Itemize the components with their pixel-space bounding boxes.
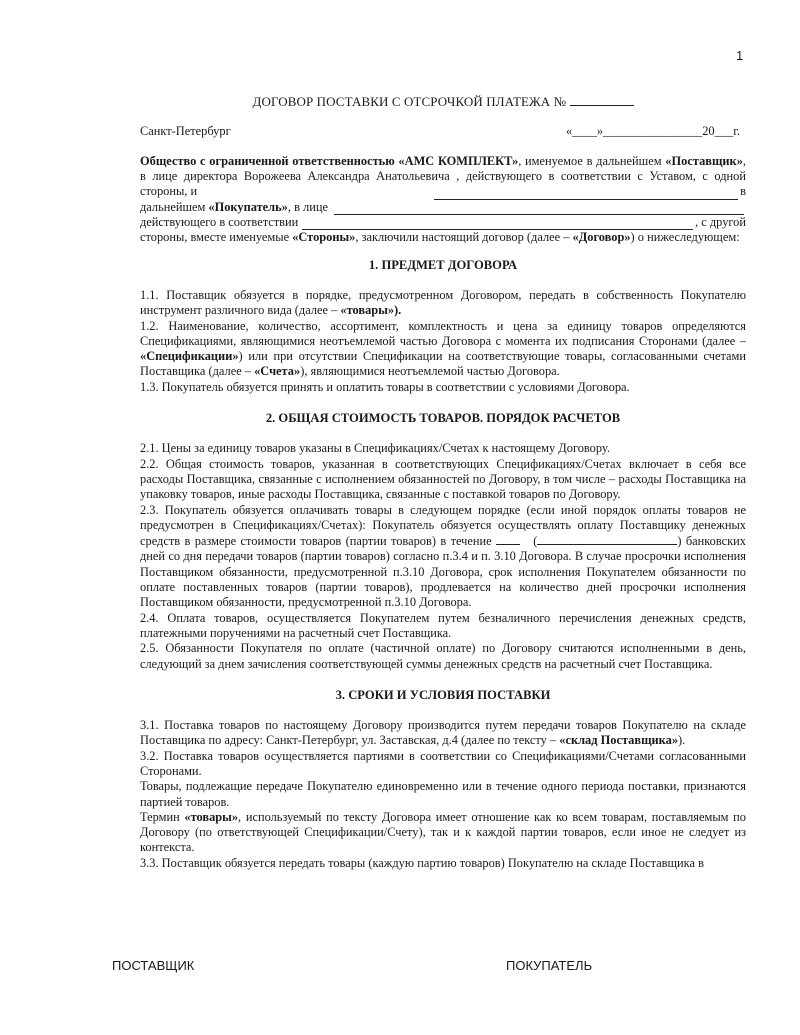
buyer-term: «Покупатель» bbox=[208, 199, 288, 214]
goods-term: «товары»). bbox=[340, 303, 402, 318]
section-3-title: 3. СРОКИ И УСЛОВИЯ ПОСТАВКИ bbox=[335, 687, 551, 702]
title-text: ДОГОВОР ПОСТАВКИ С ОТСРОЧКОЙ ПЛАТЕЖА № bbox=[252, 94, 567, 109]
preamble-text: ) о нижеследующем: bbox=[630, 230, 740, 245]
preamble-text: дальнейшем bbox=[140, 199, 206, 214]
clause-3-2-lot: Товары, подлежащие передаче Покупателю единовременно или в течение одного периода поставки, признаются партией товаров. bbox=[140, 779, 746, 809]
supplier-signature-label: ПОСТАВЩИК bbox=[112, 958, 195, 973]
preamble-text: , в лице bbox=[287, 199, 328, 214]
preamble-paragraph bbox=[140, 230, 746, 245]
clause-3-3: 3.3. Поставщик обязуется передать товары (каждую партию товаров) Покупателю на складе Поставщика в bbox=[140, 855, 704, 870]
contract-term: «Договор» bbox=[572, 230, 631, 245]
city: Санкт-Петербург bbox=[140, 124, 231, 139]
clause-1-3: 1.3. Покупатель обязуется принять и оплатить товары в соответствии с условиями Договора. bbox=[140, 379, 630, 394]
preamble-text: , в лице директора Ворожеева Александра Анатольевича , действующего в соответствии с Уставом, с одной стороны, и bbox=[140, 153, 746, 199]
preamble-blank-row bbox=[432, 184, 746, 199]
clause-text: 1.2. Наименование, количество, ассортимент, комплектность и цена за единицу товаров определяются Спецификациями, являющимися неотъемлемой частью Договора с момента их подписания Сторонами (далее – bbox=[140, 318, 746, 348]
contract-body bbox=[140, 94, 746, 871]
clause-1-1 bbox=[140, 288, 746, 319]
clause-text: ). bbox=[678, 733, 686, 748]
preamble-text: в bbox=[740, 184, 746, 199]
payment-days-blank bbox=[496, 533, 520, 545]
date-line: «____»________________20___г. bbox=[565, 124, 740, 139]
preamble-row bbox=[140, 200, 746, 215]
preamble-row bbox=[140, 215, 746, 230]
preamble-text: действующего в соответствии bbox=[140, 215, 299, 230]
buyer-name-blank bbox=[434, 187, 738, 200]
warehouse-term: «склад Поставщика» bbox=[559, 733, 679, 748]
document-title bbox=[140, 94, 746, 109]
buyer-signature-label: ПОКУПАТЕЛЬ bbox=[506, 958, 593, 973]
preamble bbox=[140, 154, 746, 246]
section-2-title: 2. ОБЩАЯ СТОИМОСТЬ ТОВАРОВ. ПОРЯДОК РАСЧЕТОВ bbox=[265, 411, 621, 426]
clause-text: , используемый по тексту Договора имеет отношение как ко всем товарам, поставляемым по Договору (по ответствующей Спецификации/Счету), так и к каждой партии товаров, если иное не следует из контекста. bbox=[140, 809, 746, 855]
payment-days-words-blank bbox=[537, 533, 677, 545]
clause-2-2: 2.2. Общая стоимость товаров, указанная в соответствующих Спецификациях/Счетах включает в себя все расходы Поставщика, связанные с исполнением обязанностей по Договору, в том числе – расходы Поставщика на упаковку товаров, иные расходы Поставщика, связанные с поставкой товаров по Договору. bbox=[140, 456, 746, 502]
buyer-basis-blank bbox=[302, 217, 693, 230]
clause-text: 1.1. Поставщик обязуется в порядке, предусмотренном Договором, передать в собственность Покупателю инструмент различного вида (далее – bbox=[140, 287, 746, 318]
preamble-text: , заключили настоящий договор (далее – bbox=[355, 230, 573, 245]
parties-term: «Стороны» bbox=[292, 230, 356, 245]
contract-number-blank bbox=[570, 94, 634, 106]
clause-2-1: 2.1. Цены за единицу товаров указаны в Спецификациях/Счетах к настоящему Договору. bbox=[140, 441, 610, 456]
preamble-text: стороны, вместе именуемые bbox=[140, 230, 293, 245]
supplier-term: «Поставщик» bbox=[665, 153, 743, 168]
clause-3-1 bbox=[140, 718, 746, 749]
page-number: 1 bbox=[736, 48, 744, 63]
supplier-org-name: Общество с ограниченной ответственностью «АМС КОМПЛЕКТ» bbox=[140, 153, 519, 168]
preamble-text: , с другой bbox=[695, 215, 746, 230]
buyer-representative-blank bbox=[334, 202, 744, 215]
clause-text: Термин bbox=[140, 809, 185, 824]
city-date-line bbox=[140, 124, 746, 139]
clause-2-3: 2.3. Покупатель обязуется оплачивать товары в следующем порядке (если иной порядок оплаты товаров не предусмотрен в Спецификациях/Счетах): Покупатель обязуется осуществлять оплату Поставщику денежных средств в размере стоимости товаров (партии товаров) в течение ( ) банковских дней со дня передачи товаров (партии товаров) согласно п.3.4 и п. 3.10 Договора. В случае просрочки исполнения Поставщиком обязанности, предусмотренной п.3.10 Договора, срок исполнения Покупателем обязанности по оплате поставленных товаров (партии товаров), продлевается на количество дней просрочки исполнения Поставщиком обязанности, предусмотренной п.3.10 Договора. bbox=[140, 502, 746, 610]
clause-text: ), являющимися неотъемлемой частью Договора. bbox=[300, 364, 560, 379]
section-1-title: 1. ПРЕДМЕТ ДОГОВОРА bbox=[368, 257, 518, 272]
specifications-term: «Спецификации» bbox=[140, 349, 239, 364]
clause-text: 3.1. Поставка товаров по настоящему Договору производится путем передачи товаров Покупателю на складе Поставщика по адресу: Санкт-Петербург, ул. Заставская, д.4 (далее по тексту – bbox=[140, 718, 746, 748]
clause-2-4: 2.4. Оплата товаров, осуществляется Покупателем путем безналичного перечисления денежных средств, платежными поручениями на расчетный счет Поставщика. bbox=[140, 610, 746, 640]
clause-1-2 bbox=[140, 319, 746, 380]
clause-text: ) или при отсутствии Спецификации на соответствующие товары, согласованными счетами Поставщика (далее – bbox=[140, 349, 746, 379]
clause-text: 2.3. Покупатель обязуется оплачивать товары в следующем порядке (если иной порядок оплаты товаров не предусмотрен в Спецификациях/Счетах): Покупатель обязуется осуществлять оплату Поставщику денежных средств в размере стоимости товаров (партии товаров) в течение bbox=[140, 502, 746, 549]
invoices-term: «Счета» bbox=[254, 364, 301, 379]
goods-term: «товары» bbox=[184, 809, 239, 824]
clause-3-2: 3.2. Поставка товаров осуществляется партиями в соответствии со Спецификациями/Счетами согласованными Сторонами. bbox=[140, 748, 746, 778]
preamble-text: , именуемое в дальнейшем bbox=[518, 153, 666, 168]
clause-3-2-term bbox=[140, 810, 746, 856]
clause-text: банковских дней со дня передачи товаров (партии товаров) согласно п.3.4 и п. 3.10 Договора. В случае просрочки исполнения Поставщиком обязанности, предусмотренной п.3.10 Договора, срок исполнения Покупателем обязанности по оплате поставленных товаров (партии товаров), продлевается на количество дней просрочки исполнения Поставщиком обязанности, предусмотренной п.3.10 Договора. bbox=[140, 534, 746, 610]
clause-2-5: 2.5. Обязанности Покупателя по оплате (частичной оплате) по Договору считаются исполненными в день, следующий за днем зачисления соответствующей суммы денежных средств на расчетный счет Поставщика. bbox=[140, 641, 746, 671]
